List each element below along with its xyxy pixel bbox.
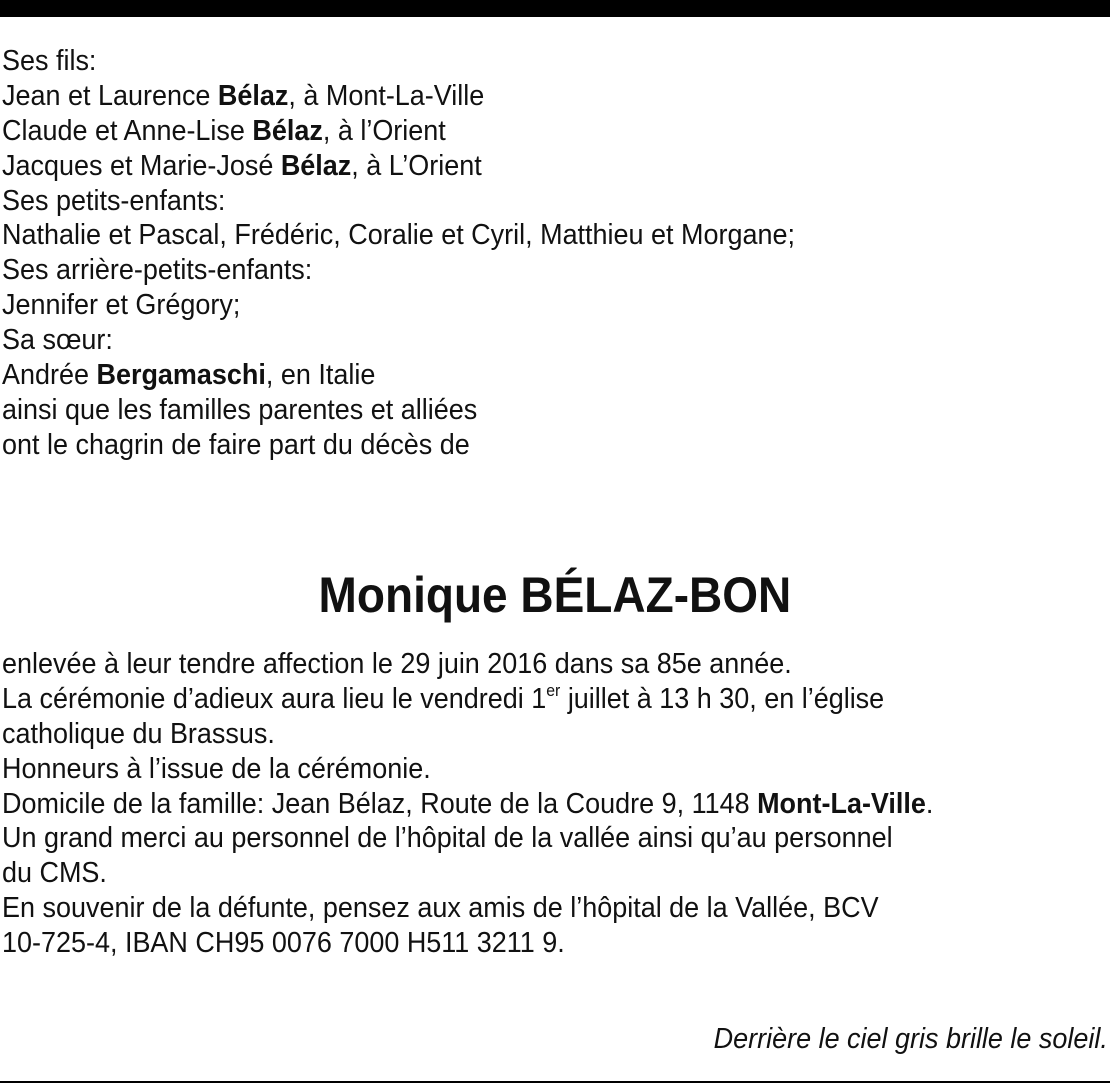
bottom-rule (0, 1081, 1110, 1083)
domicile-line (2, 787, 1031, 822)
son-place: , à L’Orient (351, 149, 482, 182)
great-grandchildren-list: Jennifer et Grégory; (2, 289, 241, 322)
grandchildren-list: Nathalie et Pascal, Frédéric, Coralie et Cyril, Matthieu et Morgane; (2, 219, 795, 252)
son-entry (2, 149, 1031, 184)
ceremony-line (2, 682, 1031, 717)
deceased-name: Monique BÉLAZ-BON (318, 567, 792, 623)
sister-name: Andrée (2, 359, 97, 392)
deceased-name-block (0, 560, 1110, 630)
thanks-line-2: du CMS. (2, 857, 107, 890)
son-place: , à l’Orient (322, 114, 446, 147)
top-rule (0, 0, 1110, 17)
memory-line-1: En souvenir de la défunte, pensez aux amis de l’hôpital de la Vallée, BCV (2, 892, 879, 925)
great-grandchildren-heading: Ses arrière-petits-enfants: (2, 254, 313, 287)
son-names: Claude et Anne-Lise (2, 114, 253, 147)
announcement-line: ont le chagrin de faire part du décès de (2, 428, 470, 461)
ceremony-text: La cérémonie d’adieux aura lieu le vendredi 1 (2, 682, 547, 715)
son-surname: Bélaz (252, 114, 323, 147)
memory-line-2: 10-725-4, IBAN CH95 0076 7000 H511 3211 9. (2, 927, 565, 960)
sister-heading: Sa sœur: (2, 324, 113, 357)
son-surname: Bélaz (217, 79, 289, 112)
sister-place: , en Italie (265, 359, 376, 392)
passing-line: enlevée à leur tendre affection le 29 juin 2016 dans sa 85e année. (2, 648, 792, 680)
honours-line: Honneurs à l’issue de la cérémonie. (2, 752, 431, 785)
details-block (2, 647, 1108, 961)
domicile-end: . (925, 787, 934, 820)
ordinal-suffix: er (546, 680, 561, 700)
son-names: Jean et Laurence (2, 79, 218, 112)
ceremony-line-2: catholique du Brassus. (2, 717, 275, 750)
son-entry (2, 114, 1031, 149)
families-line: ainsi que les familles parentes et alliées (2, 393, 478, 426)
domicile-text: Domicile de la famille: Jean Bélaz, Route de la Coudre 9, 1148 (2, 787, 758, 820)
sister-entry (2, 358, 1031, 393)
sister-surname: Bergamaschi (96, 359, 266, 392)
family-list (2, 44, 1108, 463)
son-place: , à Mont-La-Ville (288, 79, 485, 112)
grandchildren-heading: Ses petits-enfants: (2, 184, 226, 217)
son-names: Jacques et Marie-José (2, 149, 281, 182)
son-surname: Bélaz (280, 149, 352, 182)
domicile-city: Mont-La-Ville (757, 787, 926, 820)
thanks-line-1: Un grand merci au personnel de l’hôpital de la vallée ainsi qu’au personnel (2, 822, 893, 855)
son-entry (2, 79, 1031, 114)
motto: Derrière le ciel gris brille le soleil. (713, 1023, 1108, 1055)
ceremony-text-after: juillet à 13 h 30, en l’église (560, 682, 885, 715)
sons-heading: Ses fils: (2, 45, 97, 77)
